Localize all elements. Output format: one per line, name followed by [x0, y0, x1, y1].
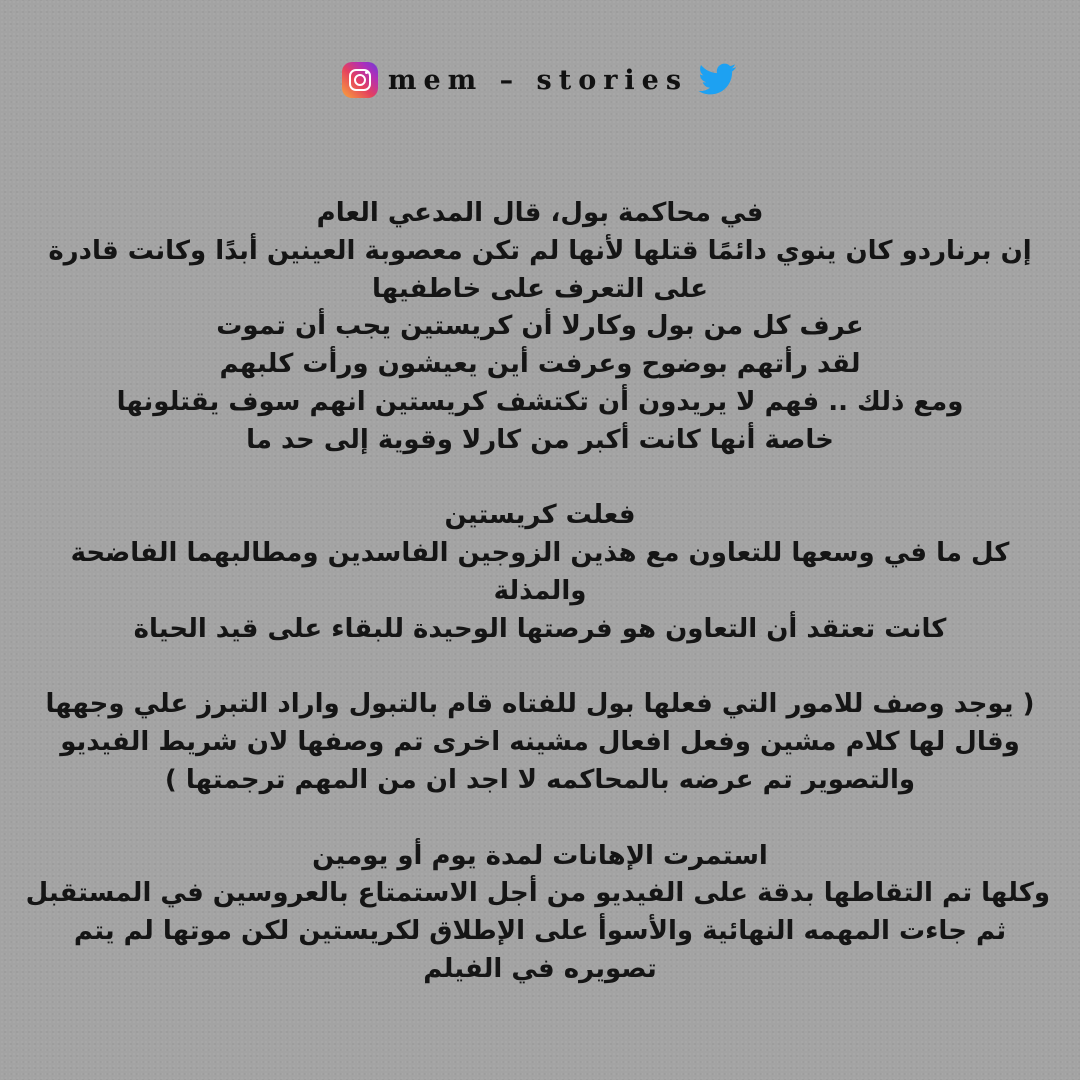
- story-line: وقال لها كلام مشين وفعل افعال مشينه اخرى تم وصفها لان شريط الفيديو: [60, 727, 1020, 758]
- story-line: استمرت الإهانات لمدة يوم أو يومين: [312, 840, 768, 871]
- story-text: [25, 195, 1050, 989]
- instagram-icon: [342, 62, 378, 98]
- paragraph-gap: [30, 649, 1050, 687]
- story-line: ثم جاءت المهمه النهائية والأسوأ على الإطلاق لكريستين لكن موتها لم يتم: [73, 916, 1007, 947]
- story-line: في محاكمة بول، قال المدعي العام: [316, 198, 764, 228]
- social-header: [0, 58, 1080, 102]
- story-line: لقد رأتهم بوضوح وعرفت أين يعيشون ورأت كلبهم: [219, 349, 861, 380]
- story-line: كل ما في وسعها للتعاون مع هذين الزوجين الفاسدين ومطالبهما الفاضحة: [70, 538, 1010, 569]
- twitter-bird-icon: [698, 63, 738, 97]
- story-line: عرف كل من بول وكارلا أن كريستين يجب أن تموت: [216, 311, 864, 342]
- story-line: كانت تعتقد أن التعاون هو فرصتها الوحيدة للبقاء على قيد الحياة: [133, 613, 947, 644]
- story-line: إن برناردو كان ينوي دائمًا قتلها لأنها لم تكن معصوبة العينين أبدًا وكانت قادرة: [48, 235, 1032, 266]
- paragraph-gap: [30, 460, 1050, 498]
- story-line: وكلها تم التقاطها بدقة على الفيديو من أجل الاستمتاع بالعروسين في المستقبل: [25, 878, 1050, 909]
- paragraph-gap: [30, 800, 1050, 838]
- account-handle: mem – stories: [387, 64, 689, 96]
- story-line: والتصوير تم عرضه بالمحاكمه لا اجد ان من المهم ترجمتها ): [164, 764, 916, 795]
- story-line: فعلت كريستين: [444, 500, 636, 531]
- story-line: على التعرف على خاطفيها: [371, 273, 709, 304]
- story-line: ( يوجد وصف للامور التي فعلها بول للفتاه قام بالتبول واراد التبرز علي وجهها: [45, 689, 1035, 720]
- story-line: تصويره في الفيلم: [423, 953, 657, 984]
- story-line: خاصة أنها كانت أكبر من كارلا وقوية إلى حد ما: [246, 424, 834, 455]
- story-line: والمذلة: [493, 575, 587, 606]
- story-line: ومع ذلك .. فهم لا يريدون أن تكتشف كريستين انهم سوف يقتلونها: [116, 386, 964, 417]
